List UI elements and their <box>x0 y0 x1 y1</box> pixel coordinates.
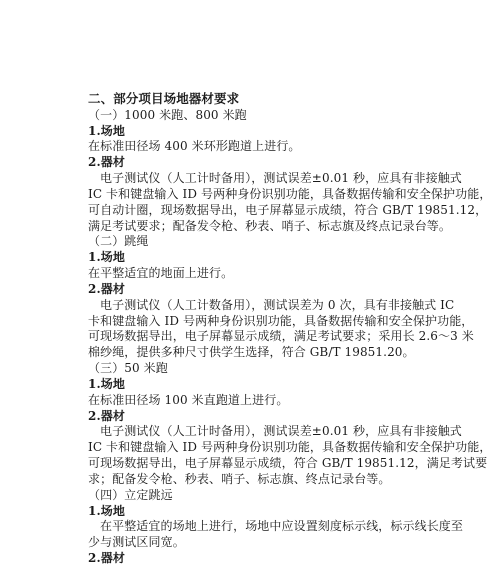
equipment-text-line: 卡和键盘输入 ID 号两种身份识别功能，具备数据传输和安全保护功能， <box>88 314 474 328</box>
venue-label: 1.场地 <box>88 504 125 518</box>
equipment-text-line: 棉纱绳，提供多种尺寸供学生选择，符合 GB/T 19851.20。 <box>88 345 415 359</box>
equipment-label: 2.器材 <box>88 409 125 423</box>
equipment-text-line: 可现场数据导出，电子屏幕显示成绩，满足考试要求；采用长 2.6～3 米 <box>88 329 474 343</box>
venue-label: 1.场地 <box>88 377 125 391</box>
equipment-text-line: 电子测试仪（人工计时备用），测试误差±0.01 秒，应具有非接触式 <box>100 171 462 185</box>
subsection-heading-rope-skipping: （二）跳绳 <box>88 234 149 248</box>
subsection-heading-1000m-800m: （一）1000 米跑、800 米跑 <box>88 108 247 122</box>
venue-text: 在标准田径场 100 米直跑道上进行。 <box>88 393 289 407</box>
equipment-label: 2.器材 <box>88 551 125 565</box>
venue-text: 在平整适宜的地面上进行。 <box>88 266 234 280</box>
equipment-text-line: IC 卡和键盘输入 ID 号两种身份识别功能，具备数据传输和安全保护功能， <box>88 440 492 454</box>
equipment-text-line: 求；配备发令枪、秒表、哨子、标志旗、终点记录台等。 <box>88 472 391 486</box>
venue-label: 1.场地 <box>88 250 125 264</box>
section-title: 二、部分项目场地器材要求 <box>88 91 240 106</box>
subsection-heading-50m: （三）50 米跑 <box>88 361 168 375</box>
venue-text: 在标准田径场 400 米环形跑道上进行。 <box>88 139 301 153</box>
equipment-label: 2.器材 <box>88 155 125 169</box>
equipment-text-line: 可自动计圈，现场数据导出，电子屏幕显示成绩，符合 GB/T 19851.12， <box>88 203 488 217</box>
venue-label: 1.场地 <box>88 124 125 138</box>
equipment-text-line: IC 卡和键盘输入 ID 号两种身份识别功能，具备数据传输和安全保护功能， <box>88 187 492 201</box>
equipment-text-line: 电子测试仪（人工计时备用），测试误差±0.01 秒，应具有非接触式 <box>100 424 462 438</box>
equipment-text-line: 可现场数据导出，电子屏幕显示成绩，符合 GB/T 19851.12，满足考试要 <box>88 456 488 470</box>
subsection-heading-standing-long-jump: （四）立定跳远 <box>88 488 173 502</box>
equipment-label: 2.器材 <box>88 282 125 296</box>
venue-text-line: 少与测试区同宽。 <box>88 535 185 549</box>
venue-text-line: 在平整适宜的场地上进行，场地中应设置刻度标示线，标示线长度至 <box>100 519 464 533</box>
equipment-text-line: 电子测试仪（人工计数备用），测试误差为 0 次，具有非接触式 IC <box>100 298 455 312</box>
equipment-text-line: 满足考试要求；配备发令枪、秒表、哨子、标志旗及终点记录台等。 <box>88 219 452 233</box>
